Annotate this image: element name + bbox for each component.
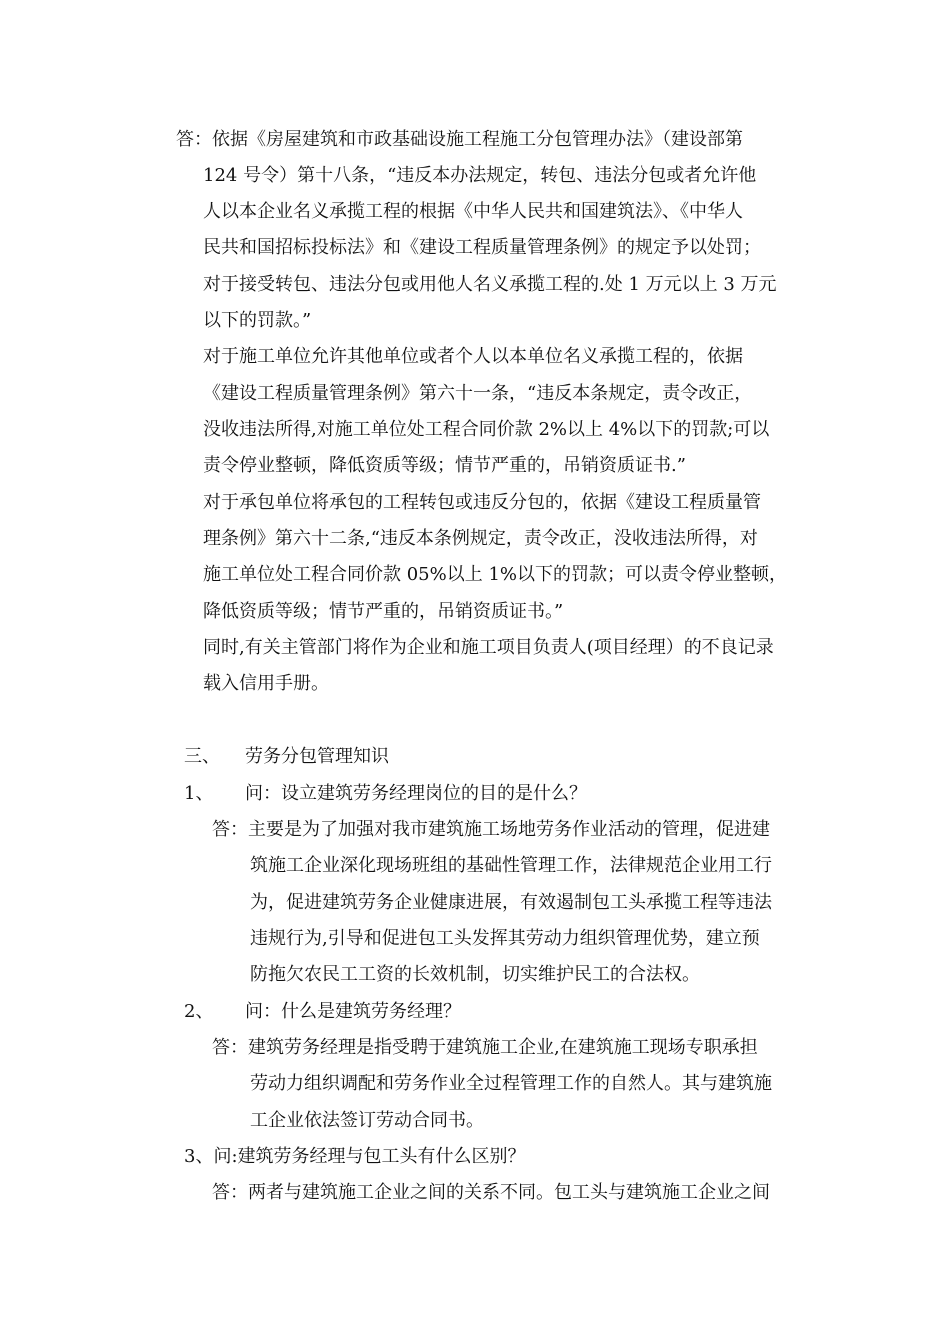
text-line: 以下的罚款。”: [203, 310, 312, 331]
text-line: 同时,有关主管部门将作为企业和施工项目负责人(项目经理）的不良记录: [203, 637, 774, 658]
text-line: 答：两者与建筑施工企业之间的关系不同。包工头与建筑施工企业之间: [212, 1182, 770, 1203]
question-text: 问：设立建筑劳务经理岗位的目的是什么？: [245, 783, 587, 804]
text-line: 124 号令）第十八条，“违反本办法规定，转包、违法分包或者允许他: [203, 165, 757, 186]
text-line: 答：依据《房屋建筑和市政基础设施工程施工分包管理办法》（建设部第: [176, 129, 743, 150]
text-line: 责令停业整顿，降低资质等级；情节严重的，吊销资质证书.”: [203, 455, 686, 476]
text-line: 为，促进建筑劳务企业健康进展，有效遏制包工头承揽工程等违法: [250, 892, 772, 913]
text-line: 对于承包单位将承包的工程转包或违反分包的，依据《建设工程质量管: [203, 492, 761, 513]
text-line: 施工单位处工程合同价款 05%以上 1%以下的罚款；可以责令停业整顿，: [203, 564, 788, 585]
text-line: 答：建筑劳务经理是指受聘于建筑施工企业,在建筑施工现场专职承担: [212, 1037, 758, 1058]
question-number: 2、: [184, 1001, 214, 1022]
question-text: 3、问:建筑劳务经理与包工头有什么区别？: [184, 1146, 526, 1167]
section-heading: 劳务分包管理知识: [245, 746, 389, 767]
text-line: 载入信用手册。: [203, 673, 329, 694]
text-line: 答：主要是为了加强对我市建筑施工场地劳务作业活动的管理，促进建: [212, 819, 770, 840]
text-line: 理条例》第六十二条,“违反本条例规定，责令改正，没收违法所得，对: [203, 528, 758, 549]
text-line: 《建设工程质量管理条例》第六十一条，“违反本条规定，责令改正，: [203, 383, 753, 404]
text-line: 违规行为,引导和促进包工头发挥其劳动力组织管理优势，建立预: [250, 928, 760, 949]
text-line: 人以本企业名义承揽工程的根据《中华人民共和国建筑法》、《中华人: [203, 201, 743, 222]
text-line: 没收违法所得,对施工单位处工程合同价款 2%以上 4%以下的罚款;可以: [203, 419, 770, 440]
section-number: 三、: [184, 746, 220, 767]
text-line: 民共和国招标投标法》和《建设工程质量管理条例》的规定予以处罚；: [203, 237, 761, 258]
question-number: 1、: [184, 783, 214, 804]
text-line: 筑施工企业深化现场班组的基础性管理工作，法律规范企业用工行: [250, 855, 772, 876]
question-text: 问：什么是建筑劳务经理？: [245, 1001, 461, 1022]
text-line: 降低资质等级；情节严重的，吊销资质证书。”: [203, 601, 564, 622]
text-line: 对于施工单位允许其他单位或者个人以本单位名义承揽工程的，依据: [203, 346, 743, 367]
text-line: 防拖欠农民工工资的长效机制，切实维护民工的合法权。: [250, 964, 700, 985]
text-line: 工企业依法签订劳动合同书。: [250, 1110, 484, 1131]
text-line: 劳动力组织调配和劳务作业全过程管理工作的自然人。其与建筑施: [250, 1073, 772, 1094]
text-line: 对于接受转包、违法分包或用他人名义承揽工程的.处 1 万元以上 3 万元: [203, 274, 777, 295]
